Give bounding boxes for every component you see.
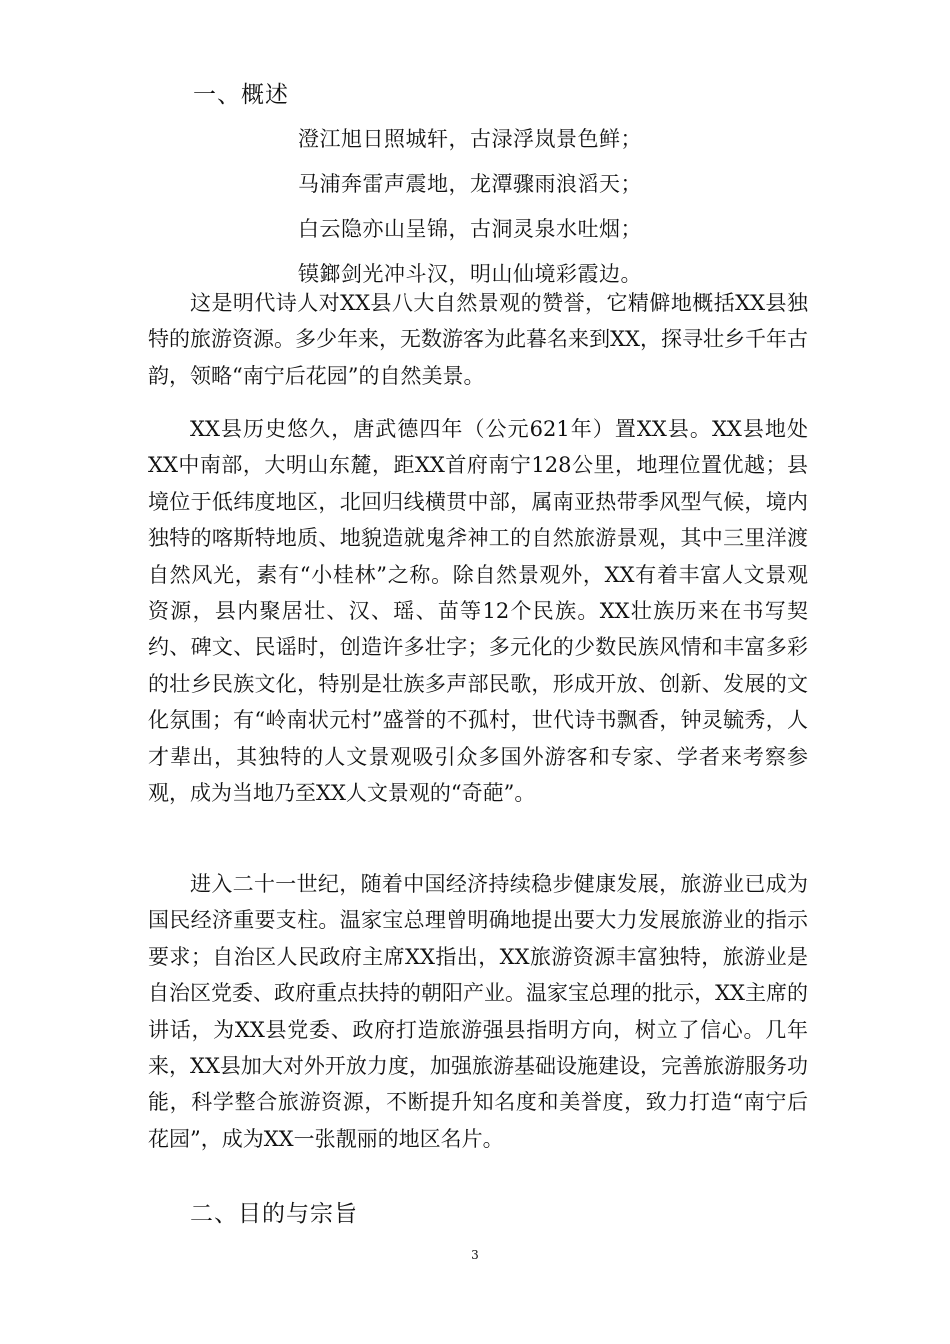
section-heading-purpose: 二、目的与宗旨	[190, 1201, 358, 1227]
paragraph-poem-commentary: 这是明代诗人对XX县八大自然景观的赞誉，它精僻地概括XX县独特的旅游资源。多少年来，无数游客为此暮名来到XX，探寻壮乡千年古韵，领略“南宁后花园”的自然美景。	[148, 291, 808, 388]
poem-line: 镆鎯剑光冲斗汉，明山仙境彩霞边。	[298, 262, 642, 286]
poem-line: 马浦奔雷声震地，龙潭骤雨浪滔天；	[298, 172, 642, 196]
poem-line: 澄江旭日照城轩，古渌浮岚景色鲜；	[298, 127, 642, 151]
poem-block	[298, 117, 698, 297]
poem-line: 白云隐亦山呈锦，古洞灵泉水吐烟；	[298, 217, 642, 241]
page-number: 3	[471, 1248, 479, 1262]
paragraph-tourism-development: 进入二十一世纪，随着中国经济持续稳步健康发展，旅游业已成为国民经济重要支柱。温家宝总理曾明确地提出要大力发展旅游业的指示要求；自治区人民政府主席XX指出，XX旅游资源丰富独特，旅游业是自治区党委、政府重点扶持的朝阳产业。温家宝总理的批示，XX主席的讲话，为XX县党委、政府打造旅游强县指明方向，树立了信心。几年来，XX县加大对外开放力度，加强旅游基础设施建设，完善旅游服务功能，科学整合旅游资源，不断提升知名度和美誉度，致力打造“南宁后花园”，成为XX一张靓丽的地区名片。	[148, 872, 808, 1151]
section-heading-overview: 一、概述	[193, 82, 289, 108]
paragraph-county-history: XX县历史悠久，唐武德四年（公元621年）置XX县。XX县地处XX中南部，大明山东麓，距XX首府南宁128公里，地理位置优越；县境位于低纬度地区，北回归线横贯中部，属南亚热带季风型气候，境内独特的喀斯特地质、地貌造就鬼斧神工的自然旅游景观，其中三里洋渡自然风光，素有“小桂林”之称。除自然景观外，XX有着丰富人文景观资源，县内聚居壮、汉、瑶、苗等12个民族。XX壮族历来在书写契约、碑文、民谣时，创造许多壮字；多元化的少数民族风情和丰富多彩的壮乡民族文化，特别是壮族多声部民歌，形成开放、创新、发展的文化氛围；有“岭南状元村”盛誉的不孤村，世代诗书飘香，钟灵毓秀，人才辈出，其独特的人文景观吸引众多国外游客和专家、学者来考察参观，成为当地乃至XX人文景观的“奇葩”。	[148, 417, 808, 806]
